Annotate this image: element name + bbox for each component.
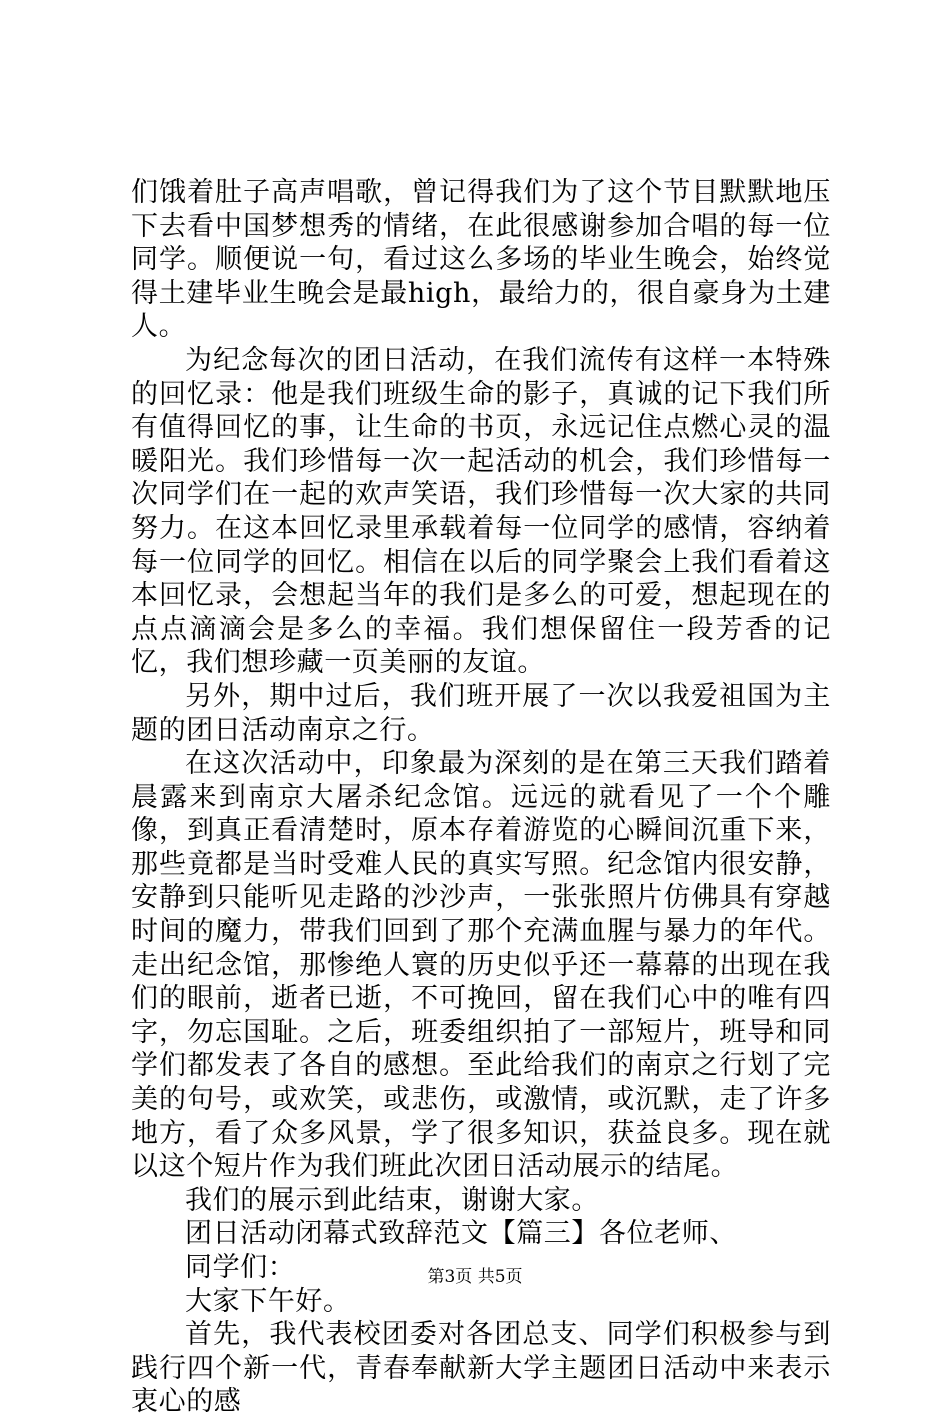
- page-footer: [0, 1266, 950, 1288]
- paragraph-9: 首先，我代表校团委对各团总支、同学们积极参与到践行四个新一代，青春奉献新大学主题团日活动中来表示衷心的感: [131, 1319, 831, 1418]
- document-body: [131, 176, 831, 1419]
- paragraph-5: 我们的展示到此结束，谢谢大家。: [185, 1184, 599, 1216]
- paragraph-6: 团日活动闭幕式致辞范文【篇三】各位老师、: [185, 1218, 737, 1250]
- paragraph-3: 另外，期中过后，我们班开展了一次以我爱祖国为主题的团日活动南京之行。: [131, 680, 831, 746]
- paragraph-7: 同学们：: [185, 1252, 296, 1283]
- paragraph-8: 大家下午好。: [185, 1285, 351, 1317]
- page-number-label: 第3页 共5页: [427, 1267, 523, 1287]
- paragraph-1: 们饿着肚子高声唱歌，曾记得我们为了这个节目默默地压下去看中国梦想秀的情绪，在此很感谢参加合唱的每一位同学。顺便说一句，看过这么多场的毕业生晚会，始终觉得土建毕业生晚会是最high，最给力的，很自豪身为土建人。: [131, 177, 831, 343]
- paragraph-2: 为纪念每次的团日活动，在我们流传有这样一本特殊的回忆录：他是我们班级生命的影子，真诚的记下我们所有值得回忆的事，让生命的书页，永远记住点燃心灵的温暖阳光。我们珍惜每一次一起活动的机会，我们珍惜每一次同学们在一起的欢声笑语，我们珍惜每一次大家的共同努力。在这本回忆录里承载着每一位同学的感情，容纳着每一位同学的回忆。相信在以后的同学聚会上我们看着这本回忆录，会想起当年的我们是多么的可爱，想起现在的点点滴滴会是多么的幸福。我们想保留住一段芳香的记忆，我们想珍藏一页美丽的友谊。: [131, 344, 831, 679]
- paragraph-4: 在这次活动中，印象最为深刻的是在第三天我们踏着晨露来到南京大屠杀纪念馆。远远的就看见了一个个雕像，到真正看清楚时，原本存着游览的心瞬间沉重下来，那些竟都是当时受难人民的真实写照。纪念馆内很安静，安静到只能听见走路的沙沙声，一张张照片仿佛具有穿越时间的魔力，带我们回到了那个充满血腥与暴力的年代。走出纪念馆，那惨绝人寰的历史似乎还一幕幕的出现在我们的眼前，逝者已逝，不可挽回，留在我们心中的唯有四字，勿忘国耻。之后，班委组织拍了一部短片，班导和同学们都发表了各自的感想。至此给我们的南京之行划了完美的句号，或欢笑，或悲伤，或激情，或沉默，走了许多地方，看了众多风景，学了很多知识，获益良多。现在就以这个短片作为我们班此次团日活动展示的结尾。: [131, 748, 831, 1183]
